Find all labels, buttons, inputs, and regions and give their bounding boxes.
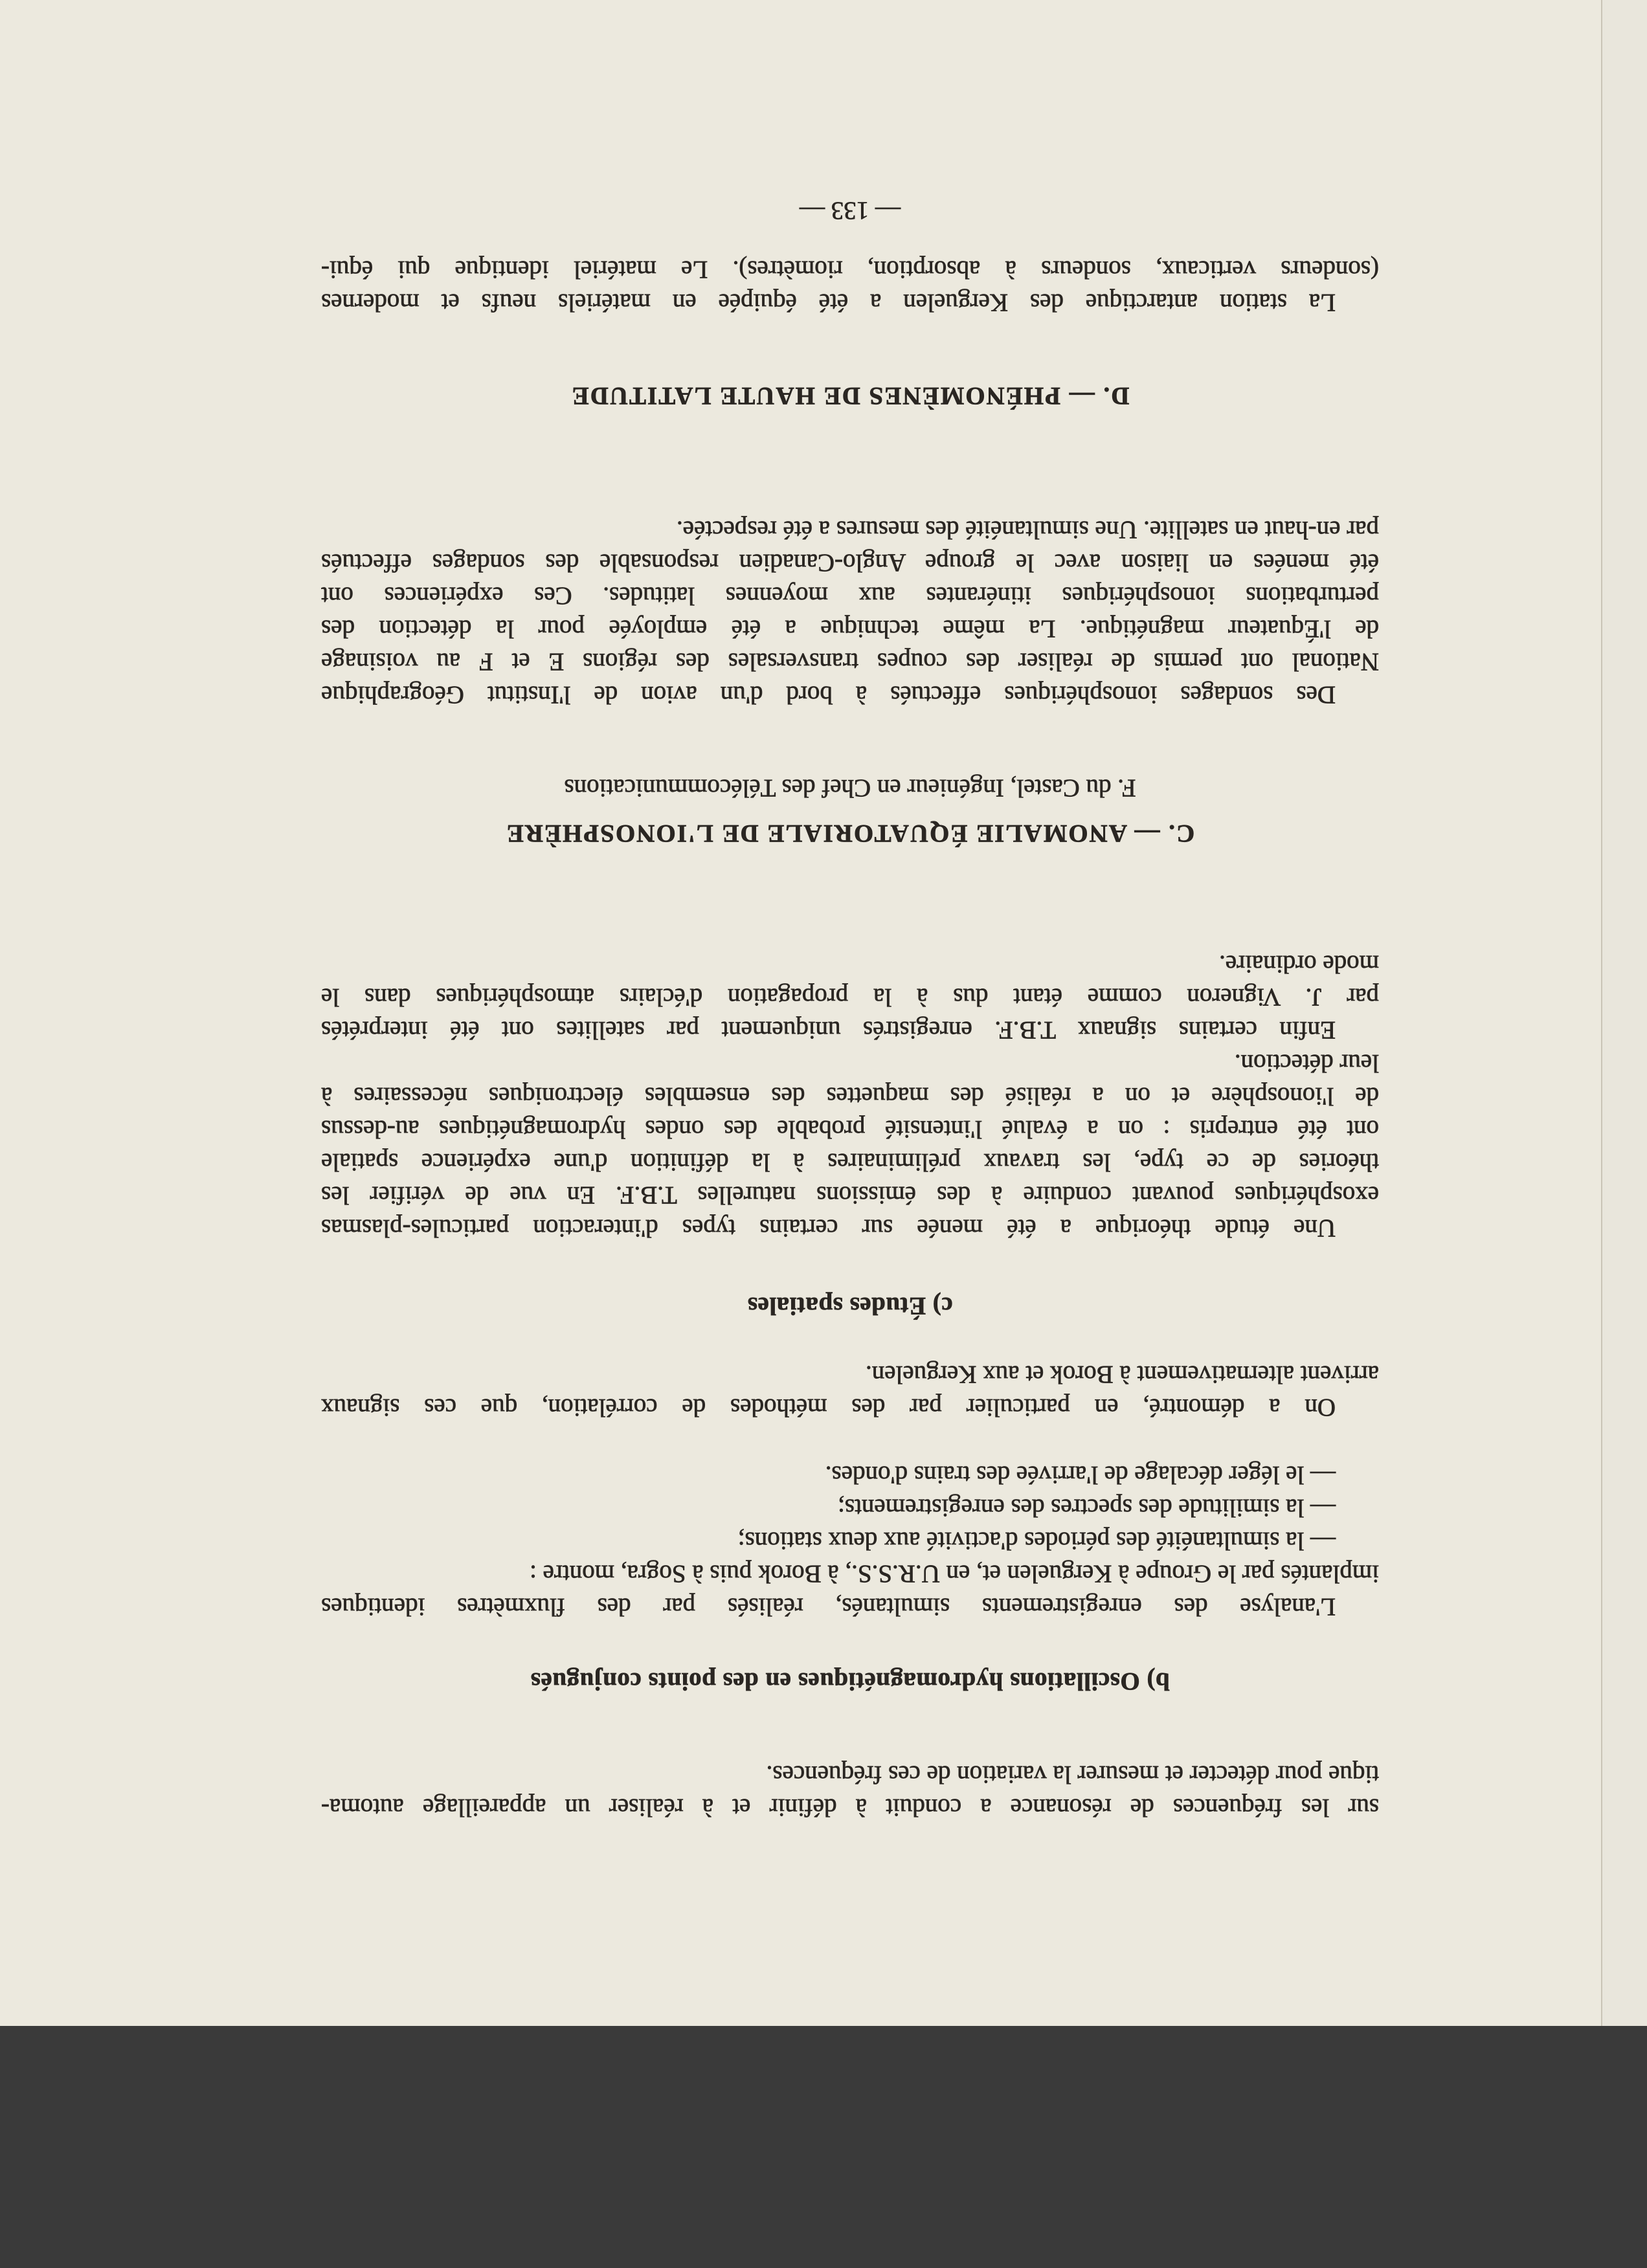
text-line: perturbations ionosphériques itinérantes aux moyennes latitudes. Ces expériences ont bbox=[321, 582, 1379, 610]
text-line: On a démontré, en particulier par des méthodes de corrélation, que ces signaux bbox=[321, 1394, 1336, 1421]
text-line: ont été entrepris : on a évalué l'intensité probable des ondes hydromagnétiques au-dessus bbox=[321, 1115, 1379, 1143]
text-line: Une étude théorique a été menée sur certains types d'interaction particules-plasmas bbox=[321, 1214, 1336, 1242]
paragraph bbox=[321, 1358, 1379, 1424]
text-line: de l'ionosphère et on a réalisé des maquettes des ensembles électroniques nécessaires à bbox=[321, 1082, 1379, 1110]
paragraph bbox=[321, 1557, 1379, 1623]
section-heading: C. — ANOMALIE ÉQUATORIALE DE L'IONOSPHÈRE bbox=[505, 819, 1195, 847]
text-line: tique pour détecter et mesurer la variation de ces fréquences. bbox=[766, 1761, 1379, 1788]
paragraph bbox=[321, 1491, 1379, 1524]
text-line: sur les fréquences de résonance a conduit à définir et à réaliser un appareillage automa- bbox=[321, 1794, 1379, 1821]
scanner-background bbox=[0, 2026, 1647, 2268]
subsection-heading: b) Oscillations hydromagnétiques en des points conjugués bbox=[530, 1667, 1170, 1695]
text-line: théories de ce type, les travaux préliminaires à la définition d'une expérience spatiale bbox=[321, 1148, 1379, 1176]
text-line: La station antarctique des Kerguelen a été équipée en matériels neufs et modernes bbox=[321, 289, 1336, 317]
paragraph bbox=[321, 253, 1379, 319]
text-line: — le léger décalage de l'arrivée des trains d'ondes. bbox=[825, 1461, 1336, 1489]
paragraph bbox=[321, 948, 1379, 1047]
section-heading: D. — PHÉNOMÈNES DE HAUTE LATITUDE bbox=[570, 382, 1130, 410]
text-line: Enfin certains signaux T.B.F. enregistrés uniquement par satellites ont été interprétés bbox=[321, 1016, 1336, 1044]
text-line: mode ordinaire. bbox=[1219, 950, 1379, 978]
page-content-rotated bbox=[321, 194, 1379, 1838]
paragraph bbox=[321, 513, 1379, 711]
text-line: (sondeurs verticaux, sondeurs à absorption, riomètres). Le matériel identique qui équi- bbox=[321, 256, 1379, 284]
text-line: leur détection. bbox=[1234, 1049, 1379, 1077]
text-line: de l'Équateur magnétique. La même technique a été employée pour la détection des bbox=[321, 615, 1379, 643]
paragraph bbox=[321, 1458, 1379, 1491]
text-line: — la similitude des spectres des enregistrements; bbox=[838, 1494, 1336, 1522]
subsection-heading: c) Études spatiales bbox=[747, 1292, 953, 1320]
author-byline: F. du Castel, Ingénieur en Chef des Télécommunications bbox=[564, 774, 1136, 802]
text-line: été menées en liaison avec le groupe Anglo-Canadien responsable des sondages effectués bbox=[321, 549, 1379, 577]
text-line: Des sondages ionosphériques effectués à bord d'un avion de l'Institut Géographique bbox=[321, 681, 1336, 709]
text-line: L'analyse des enregistrements simultanés, réalisés par des fluxmètres identiques bbox=[321, 1593, 1336, 1621]
text-line: exosphériques pouvant conduire à des émissions naturelles T.B.F. En vue de vérifier les bbox=[321, 1181, 1379, 1209]
text-line: implantés par le Groupe à Kerguelen et, en U.R.S.S., à Borok puis à Sogra, montre : bbox=[529, 1560, 1379, 1588]
paragraph bbox=[321, 1524, 1379, 1557]
page-number: — 133 — bbox=[800, 197, 901, 225]
page-fold-edge bbox=[1601, 0, 1647, 2026]
text-line: arrivent alternativement à Borok et aux Kerguelen. bbox=[865, 1361, 1379, 1388]
text-line: par en-haut en satellite. Une simultanéité des mesures a été respectée. bbox=[676, 516, 1379, 544]
text-line: — la simultanéité des périodes d'activité aux deux stations; bbox=[737, 1527, 1336, 1555]
text-line: National ont permis de réaliser des coupes transversales des régions E et F au voisinage bbox=[321, 648, 1379, 676]
text-line: par J. Vigneron comme étant dus à la propagation d'éclairs atmosphériques dans le bbox=[321, 983, 1379, 1011]
paragraph bbox=[321, 1047, 1379, 1245]
paragraph bbox=[321, 1758, 1379, 1824]
